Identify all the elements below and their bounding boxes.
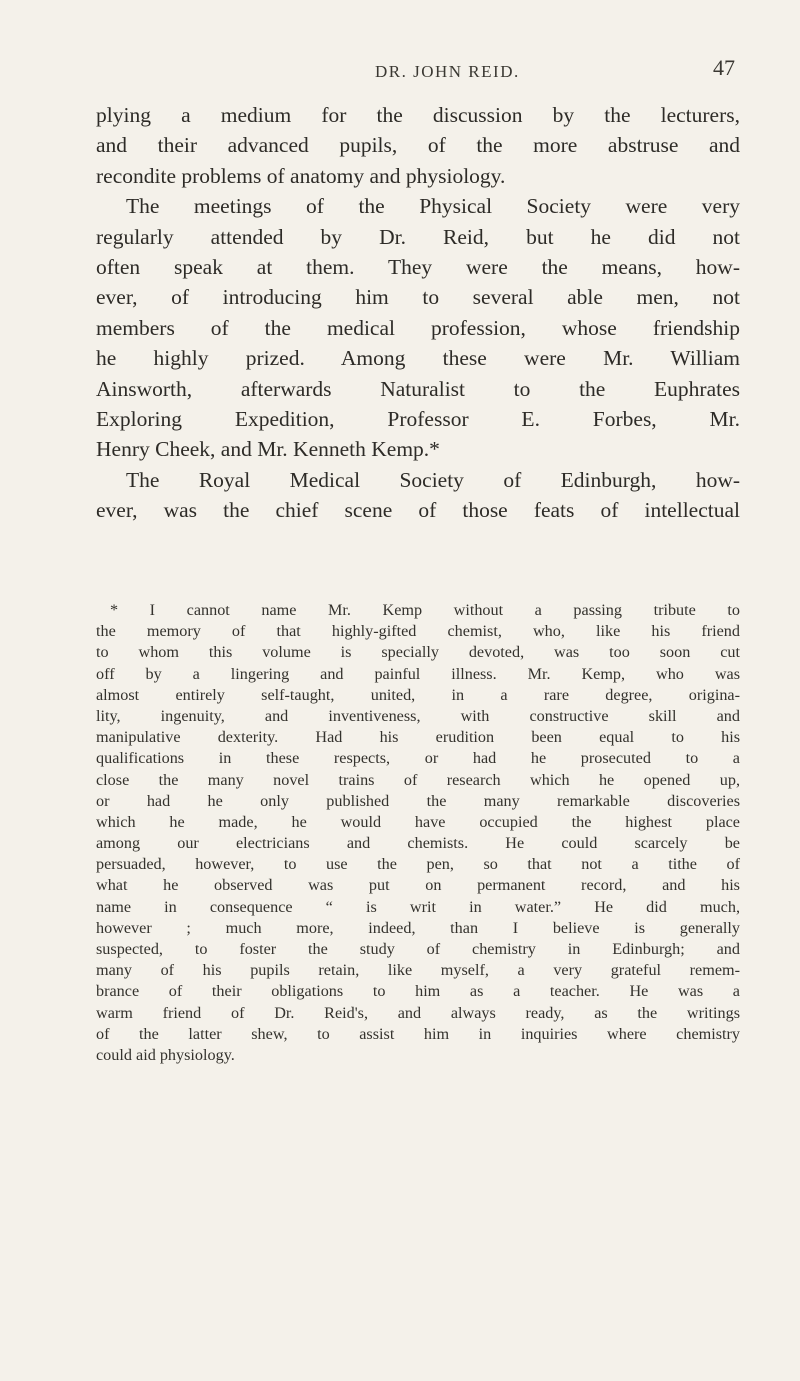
footnote-line: close the many novel trains of research which he opened up, — [96, 770, 740, 789]
main-text — [96, 100, 740, 525]
body-line: Exploring Expedition, Professor E. Forbes, Mr. — [96, 406, 740, 431]
body-line: often speak at them. They were the means, how- — [96, 254, 740, 279]
footnote-line: which he made, he would have occupied the highest place — [96, 812, 740, 831]
footnote-line: * I cannot name Mr. Kemp without a passing tribute to — [110, 601, 740, 619]
body-line: recondite problems of anatomy and physiology. — [96, 163, 506, 188]
footnote-line: among our electricians and chemists. He could scarcely be — [96, 834, 740, 853]
footnote-line: suspected, to foster the study of chemistry in Edinburgh; and — [96, 940, 740, 958]
body-line: ever, of introducing him to several able men, not — [96, 285, 740, 310]
footnote-line: brance of their obligations to him as a teacher. He was a — [96, 982, 740, 1001]
footnote-line: lity, ingenuity, and inventiveness, with constructive skill and — [96, 706, 740, 725]
footnote-line: almost entirely self-taught, united, in a rare degree, origina- — [96, 685, 740, 704]
footnote-line: qualifications in these respects, or had he prosecuted to a — [96, 749, 740, 768]
footnote-line: or had he only published the many remarkable discoveries — [96, 791, 740, 810]
footnote — [96, 600, 740, 1066]
page-number: 47 — [713, 55, 735, 80]
body-line: regularly attended by Dr. Reid, but he did not — [96, 224, 740, 249]
footnote-line: manipulative dexterity. Had his erudition been equal to his — [96, 728, 740, 747]
body-line: members of the medical profession, whose friendship — [96, 315, 740, 340]
running-head: DR. JOHN REID. — [375, 62, 520, 81]
footnote-line: off by a lingering and painful illness. Mr. Kemp, who was — [96, 664, 740, 683]
body-line: The Royal Medical Society of Edinburgh, how- — [126, 467, 740, 492]
footnote-line: name in consequence “ is writ in water.” He did much, — [96, 897, 740, 916]
footnote-line: what he observed was put on permanent record, and his — [96, 876, 740, 895]
body-line: plying a medium for the discussion by the lecturers, — [96, 103, 740, 127]
body-line: Henry Cheek, and Mr. Kenneth Kemp.* — [96, 437, 440, 462]
footnote-line: the memory of that highly-gifted chemist, who, like his friend — [96, 622, 740, 641]
footnote-line: persuaded, however, to use the pen, so that not a tithe of — [96, 855, 740, 874]
footnote-line: warm friend of Dr. Reid's, and always ready, as the writings — [96, 1003, 740, 1022]
body-line: Ainsworth, afterwards Naturalist to the Euphrates — [96, 376, 740, 401]
footnote-line: many of his pupils retain, like myself, a very grateful remem- — [96, 961, 740, 980]
body-line: ever, was the chief scene of those feats of intellectual — [96, 498, 740, 523]
footnote-line: could aid physiology. — [96, 1045, 235, 1064]
footnote-line: of the latter shew, to assist him in inquiries where chemistry — [96, 1024, 740, 1043]
body-line: he highly prized. Among these were Mr. William — [96, 346, 740, 371]
footnote-line: however ; much more, indeed, than I believe is generally — [96, 918, 740, 937]
page-header — [95, 54, 735, 88]
body-line: and their advanced pupils, of the more abstruse and — [96, 133, 740, 158]
body-line: The meetings of the Physical Society were very — [126, 194, 740, 219]
footnote-line: to whom this volume is specially devoted, was too soon cut — [96, 643, 740, 662]
